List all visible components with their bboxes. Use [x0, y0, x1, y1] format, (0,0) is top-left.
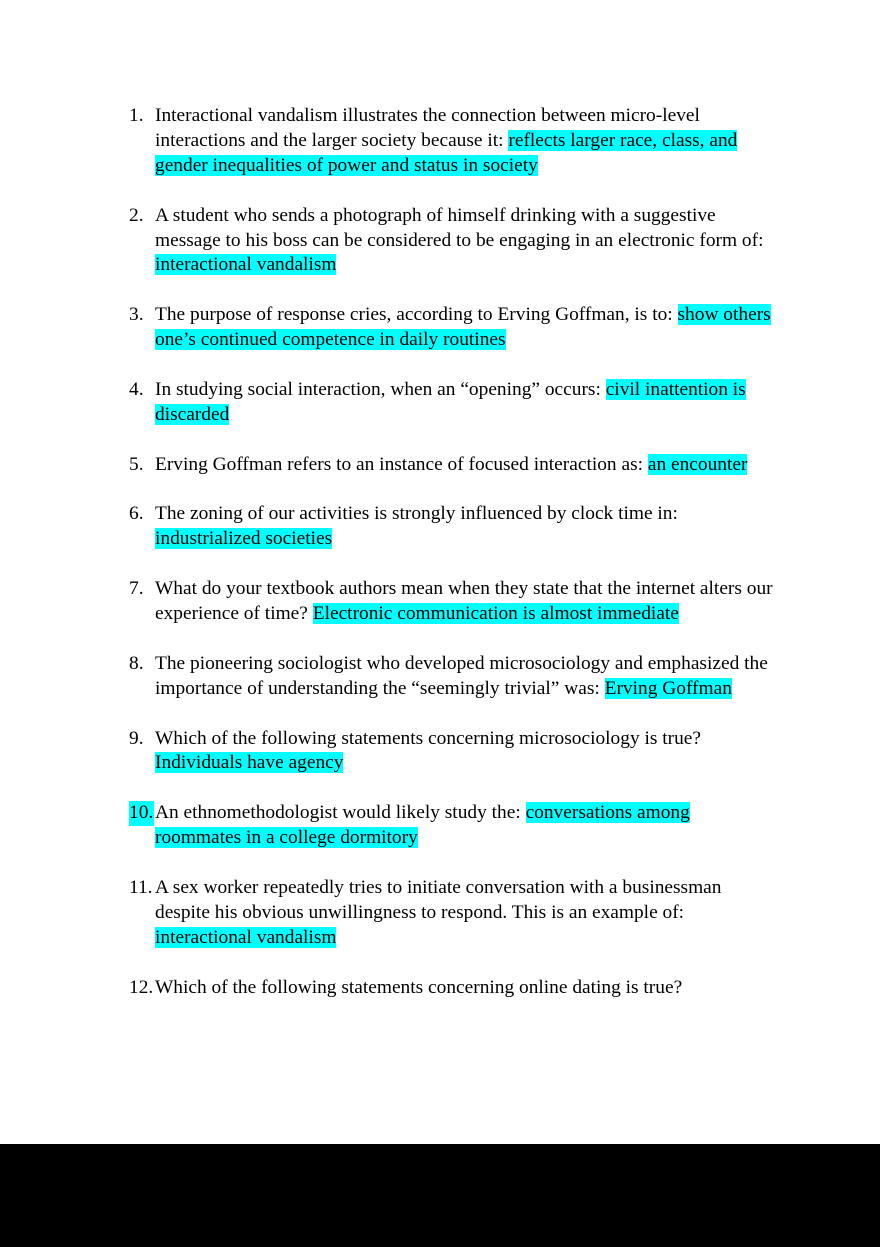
item-number: 12. — [129, 976, 154, 998]
item-number: 2. — [129, 204, 144, 226]
highlighted-answer: industrialized societies — [155, 528, 333, 550]
highlighted-answer: show others one’s continued competence in daily routines — [155, 304, 771, 351]
item-number: 11. — [129, 876, 153, 898]
list-item — [0, 876, 880, 951]
highlighted-answer: interactional vandalism — [155, 254, 337, 276]
question-text: The zoning of our activities is strongly influenced by clock time in: — [155, 503, 678, 525]
question-text: An ethnomethodologist would likely study the: — [155, 802, 526, 824]
list-item — [0, 727, 880, 777]
item-number: 7. — [129, 578, 144, 600]
question-text: A student who sends a photograph of himself drinking with a suggestive message to his boss can be considered to be engaging in an electronic form of: — [155, 204, 764, 251]
question-text: A sex worker repeatedly tries to initiate conversation with a businessman despite his obvious unwillingness to respond. This is an example of: — [155, 876, 722, 923]
highlighted-answer: Individuals have agency — [155, 752, 344, 774]
list-item — [0, 801, 880, 851]
list-item — [0, 453, 880, 478]
question-text: Erving Goffman refers to an instance of focused interaction as: — [155, 453, 648, 475]
list-item — [0, 204, 880, 279]
list-item — [0, 577, 880, 627]
list-item — [0, 303, 880, 353]
question-text: Interactional vandalism illustrates the connection between micro-level interactions and the larger society because it: — [155, 105, 700, 151]
item-number: 4. — [129, 378, 144, 400]
highlighted-answer: Electronic communication is almost immediate — [312, 603, 679, 625]
item-number: 6. — [129, 503, 144, 525]
list-item — [0, 502, 880, 552]
highlighted-answer: Erving Goffman — [604, 677, 732, 699]
question-text: The pioneering sociologist who developed microsociology and emphasized the importance of understanding the “seemingly trivial” was: — [155, 652, 768, 699]
highlighted-answer: civil inattention is discarded — [155, 378, 746, 425]
question-text: Which of the following statements concerning online dating is true? — [155, 976, 683, 998]
highlighted-answer: conversations among roommates in a college dormitory — [155, 802, 690, 849]
item-number: 8. — [129, 652, 144, 674]
question-text: The purpose of response cries, according to Erving Goffman, is to: — [155, 304, 678, 326]
item-number-highlighted: 10. — [129, 801, 154, 826]
list-item — [0, 378, 880, 428]
question-text: In studying social interaction, when an “opening” occurs: — [155, 378, 606, 400]
list-item — [0, 652, 880, 702]
highlighted-answer: reflects larger race, class, and gender inequalities of power and status in society — [155, 129, 738, 176]
question-text: What do your textbook authors mean when they state that the internet alters our experience of time? — [155, 578, 773, 625]
list-item — [0, 104, 880, 179]
item-number: 5. — [129, 453, 144, 475]
highlighted-answer: interactional vandalism — [155, 926, 337, 948]
list-item — [0, 976, 880, 1001]
question-text: Which of the following statements concerning microsociology is true? — [155, 727, 702, 749]
item-number: 1. — [129, 105, 144, 126]
question-list — [0, 104, 880, 1025]
item-number: 3. — [129, 304, 144, 326]
item-number: 9. — [129, 727, 144, 749]
highlighted-answer: an encounter — [647, 453, 748, 475]
